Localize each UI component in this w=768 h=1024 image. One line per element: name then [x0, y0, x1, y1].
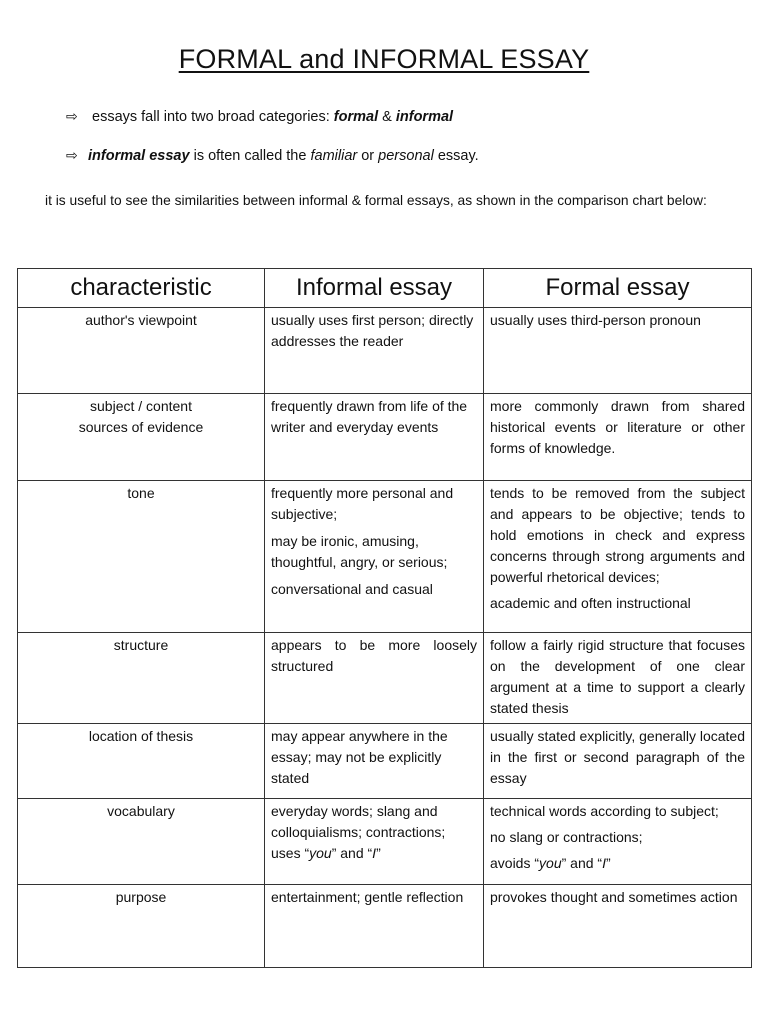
informal-cell [265, 308, 484, 394]
informal-cell [265, 481, 484, 633]
cell-text: follow a fairly rigid structure that focuses on the development of one clear argument at a time to support a clearly stated thesis [490, 637, 745, 716]
cell-text: usually stated explicitly, generally located in the first or second paragraph of the essay [490, 728, 745, 786]
cell-text: vocabulary [107, 803, 175, 819]
cell-text: author's viewpoint [85, 312, 197, 328]
cell-text: conversational and casual [271, 581, 433, 597]
cell-text: tends to be removed from the subject and appears to be objective; tends to hold emotions in check and express concerns through strong arguments and powerful rhetorical devices; [490, 485, 745, 585]
term-informal: informal [395, 108, 454, 125]
term-personal: personal [378, 147, 434, 164]
cell-text: more commonly drawn from shared historical events or literature or other forms of knowledge. [490, 398, 745, 456]
formal-cell [484, 394, 752, 481]
text-run: ” [376, 845, 381, 861]
formal-cell [484, 481, 752, 633]
word-i: I [372, 845, 377, 861]
text-run: ” and “ [561, 855, 603, 871]
characteristic-cell [18, 724, 265, 799]
informal-cell [265, 633, 484, 724]
bullet-text [88, 148, 479, 164]
cell-text: purpose [115, 889, 167, 905]
cell-text: usually uses first person; directly addresses the reader [271, 312, 474, 349]
word-i: I [602, 855, 606, 871]
cell-text: entertainment; gentle reflection [271, 889, 464, 905]
formal-cell [484, 799, 752, 885]
ampersand: & [378, 108, 396, 125]
table-header-row [18, 269, 752, 308]
intro-text: it is useful to see the similarities between informal & formal essays, as shown in the comparison chart below: [45, 193, 707, 208]
bullet-text [92, 109, 453, 125]
characteristic-cell [18, 308, 265, 394]
cell-text: academic and often instructional [490, 595, 691, 611]
header-informal: Informal essay [265, 269, 484, 308]
arrow-right-icon: ⇨ [66, 147, 78, 163]
bullet-categories [66, 108, 453, 125]
comparison-table [17, 268, 752, 968]
text-run: ” and “ [331, 845, 373, 861]
table-row [18, 394, 752, 481]
table-row [18, 724, 752, 799]
table-row [18, 308, 752, 394]
cell-text: may be ironic, amusing, thoughtful, angry, or serious; [271, 533, 448, 570]
text-run: ” [605, 855, 611, 871]
characteristic-cell [18, 885, 265, 968]
cell-text: tone [127, 485, 155, 501]
characteristic-cell [18, 633, 265, 724]
characteristic-cell [18, 481, 265, 633]
word-you: you [539, 855, 562, 871]
cell-text: everyday words; slang and colloquialisms; contractions; [271, 803, 446, 840]
cell-text: may appear anywhere in the essay; may not be explicitly stated [271, 728, 448, 786]
text-run: avoids “ [490, 855, 540, 871]
text-run: uses “ [271, 845, 310, 861]
cell-text: frequently more personal and subjective; [271, 485, 454, 522]
header-characteristic: characteristic [18, 269, 265, 308]
word-or: or [357, 147, 379, 164]
bullet-text-end: essay. [433, 147, 479, 164]
cell-text: sources of evidence [78, 419, 204, 435]
table-row [18, 481, 752, 633]
characteristic-cell [18, 799, 265, 885]
cell-text: usually uses third-person pronoun [490, 312, 701, 328]
cell-text: provokes thought and sometimes action [490, 889, 738, 905]
informal-cell [265, 394, 484, 481]
arrow-right-icon: ⇨ [66, 108, 78, 124]
bullet-text-start: essays fall into two broad categories: [92, 108, 334, 125]
term-formal: formal [333, 108, 379, 125]
table-row [18, 799, 752, 885]
page-title: FORMAL and INFORMAL ESSAY [178, 44, 590, 74]
cell-text [271, 843, 477, 864]
formal-cell [484, 633, 752, 724]
bullet-informal-essay [66, 147, 479, 164]
cell-text [490, 853, 745, 874]
table-row [18, 633, 752, 724]
characteristic-cell [18, 394, 265, 481]
cell-text: technical words according to subject; [490, 803, 719, 819]
formal-cell [484, 308, 752, 394]
cell-text: location of thesis [88, 728, 194, 744]
header-formal: Formal essay [484, 269, 752, 308]
bullet-text-mid: is often called the [189, 147, 311, 164]
cell-text: structure [113, 637, 169, 653]
word-you: you [309, 845, 332, 861]
formal-cell [484, 885, 752, 968]
informal-cell [265, 885, 484, 968]
cell-text: no slang or contractions; [490, 829, 643, 845]
term-informal-essay: informal essay [88, 147, 190, 164]
cell-text: subject / content [90, 398, 192, 414]
informal-cell [265, 724, 484, 799]
cell-text: appears to be more loosely structured [271, 637, 477, 674]
cell-text: frequently drawn from life of the writer and everyday events [271, 398, 468, 435]
formal-cell [484, 724, 752, 799]
term-familiar: familiar [310, 147, 358, 164]
table-row [18, 885, 752, 968]
informal-cell [265, 799, 484, 885]
